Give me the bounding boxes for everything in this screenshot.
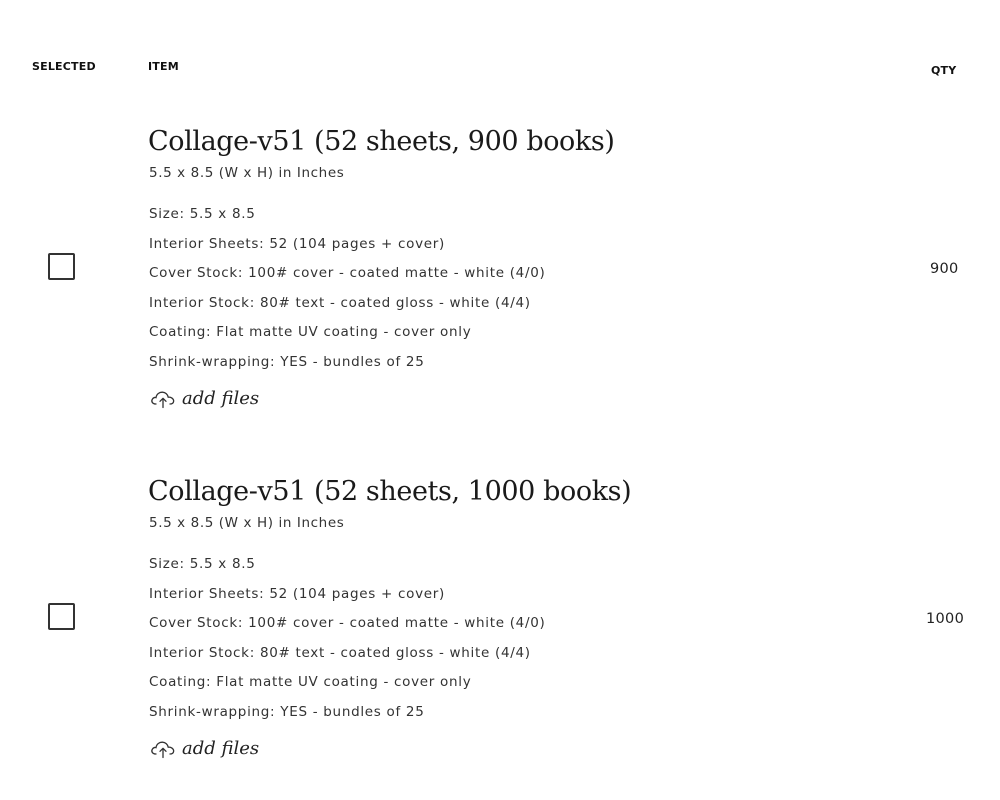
spec-interior-stock: Interior Stock: 80# text - coated gloss - white (4/4) (149, 294, 531, 311)
column-header-selected: SELECTED (32, 60, 96, 73)
cloud-upload-icon (150, 739, 176, 759)
spec-shrink-wrapping: Shrink-wrapping: YES - bundles of 25 (149, 353, 425, 370)
order-item (0, 120, 1000, 450)
spec-interior-stock: Interior Stock: 80# text - coated gloss - white (4/4) (149, 644, 531, 661)
item-title: Collage-v51 (52 sheets, 1000 books) (148, 476, 632, 507)
column-header-item: ITEM (148, 60, 179, 73)
item-title: Collage-v51 (52 sheets, 900 books) (148, 126, 615, 157)
add-files-button[interactable] (150, 738, 259, 759)
spec-cover-stock: Cover Stock: 100# cover - coated matte - white (4/0) (149, 265, 546, 282)
item-quantity: 1000 (926, 611, 965, 627)
add-files-button[interactable] (150, 388, 259, 409)
spec-size: Size: 5.5 x 8.5 (149, 206, 256, 222)
item-dimensions: 5.5 x 8.5 (W x H) in Inches (149, 165, 345, 181)
column-header-qty: QTY (931, 64, 957, 77)
item-dimensions: 5.5 x 8.5 (W x H) in Inches (149, 515, 345, 531)
spec-cover-stock: Cover Stock: 100# cover - coated matte - white (4/0) (149, 615, 546, 632)
spec-coating: Coating: Flat matte UV coating - cover only (149, 324, 472, 341)
spec-interior-sheets: Interior Sheets: 52 (104 pages + cover) (149, 585, 445, 602)
spec-shrink-wrapping: Shrink-wrapping: YES - bundles of 25 (149, 703, 425, 720)
spec-coating: Coating: Flat matte UV coating - cover only (149, 674, 472, 691)
add-files-label: add files (182, 738, 260, 759)
select-item-checkbox[interactable] (48, 603, 75, 630)
select-item-checkbox[interactable] (48, 253, 75, 280)
spec-interior-sheets: Interior Sheets: 52 (104 pages + cover) (149, 235, 445, 252)
item-quantity: 900 (930, 261, 959, 277)
spec-list (149, 206, 545, 384)
order-item (0, 470, 1000, 800)
spec-size: Size: 5.5 x 8.5 (149, 556, 256, 572)
cloud-upload-icon (150, 389, 176, 409)
spec-list (149, 556, 545, 734)
add-files-label: add files (182, 388, 260, 409)
